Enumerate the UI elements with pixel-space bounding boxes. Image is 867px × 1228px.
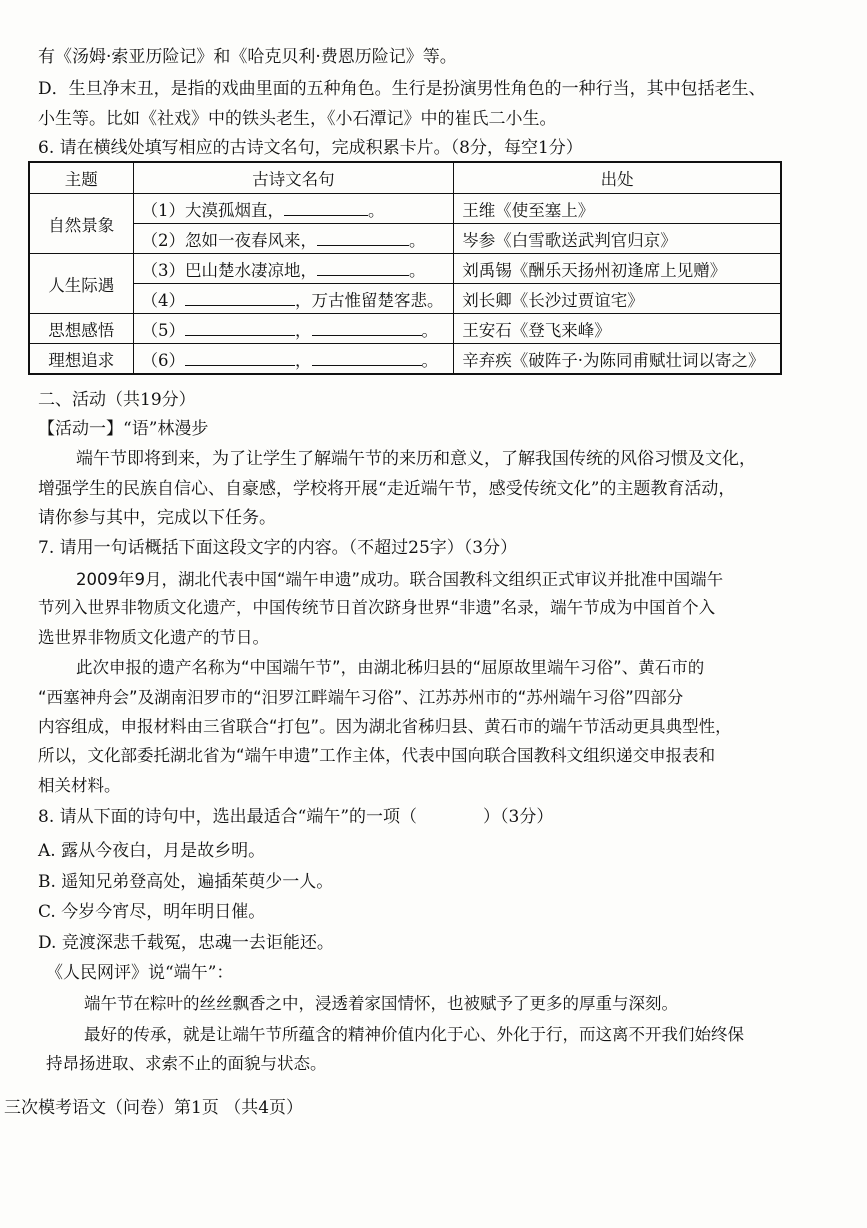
q8-prompt xyxy=(38,806,837,828)
answer-blank[interactable] xyxy=(185,349,295,366)
header-verse: 古诗文名句 xyxy=(133,162,454,194)
verse-prefix: （3）巴山楚水凄凉地， xyxy=(141,260,318,280)
q7-paragraph-2-line-1: 此次申报的遗产名称为“中国端午节”，由湖北秭归县的“屈原故里端午习俗”、黄石市的 xyxy=(76,658,705,677)
verse-separator: ， xyxy=(295,320,312,340)
q8-option-d: D. 竞渡深悲千载冤，忠魂一去讵能还。 xyxy=(38,933,334,953)
answer-blank[interactable] xyxy=(312,349,422,366)
intro-line: 有《汤姆·索亚历险记》和《哈克贝利·费恩历险记》等。 xyxy=(38,47,457,67)
verse-prefix: （5） xyxy=(141,320,186,340)
review-paragraph-2-line-2: 持昂扬进取、求索不止的面貌与状态。 xyxy=(46,1054,327,1073)
answer-blank[interactable] xyxy=(185,289,295,306)
q6-prompt: 6. 请在横线处填写相应的古诗文名句，完成积累卡片。（8分，每空1分） xyxy=(38,138,583,158)
q7-prompt: 7. 请用一句话概括下面这段文字的内容。（不超过25字）（3分） xyxy=(38,538,518,558)
page-footer: 三次模考语文（问卷）第1页 （共4页） xyxy=(4,1098,304,1118)
source-cell: 岑参《白雪歌送武判官归京》 xyxy=(454,224,781,254)
q7-paragraph-2-line-5: 相关材料。 xyxy=(38,776,121,795)
q7-paragraph-2-line-2: “西塞神舟会”及湖南汨罗市的“汨罗江畔端午习俗”、江苏苏州市的“苏州端午习俗”四部分 xyxy=(38,688,684,707)
verse-suffix: 。 xyxy=(368,200,385,220)
activity-heading: 【活动一】“语”林漫步 xyxy=(38,419,209,439)
q8-option-b: B. 遥知兄弟登高处，遍插茱萸少一人。 xyxy=(38,872,334,892)
verse-cell xyxy=(133,344,454,375)
answer-blank[interactable] xyxy=(317,229,409,246)
q7-paragraph-1-line-1: 2009年9月，湖北代表中国“端午申遗”成功。联合国教科文组织正式审议并批准中国端午 xyxy=(76,570,724,589)
q8-option-a: A. 露从今夜白，月是故乡明。 xyxy=(38,841,266,861)
verse-suffix: 。 xyxy=(409,260,426,280)
verse-suffix: ，万古惟留楚客悲。 xyxy=(295,290,444,310)
table-row xyxy=(29,254,781,284)
theme-cell: 人生际遇 xyxy=(29,254,133,314)
q8-prompt-text: 8. 请从下面的诗句中，选出最适合“端午”的一项（ xyxy=(38,807,418,827)
verse-cell xyxy=(133,254,454,284)
theme-cell: 自然景象 xyxy=(29,194,133,254)
header-theme: 主题 xyxy=(29,162,133,194)
table-header-row xyxy=(29,162,781,194)
source-cell: 辛弃疾《破阵子·为陈同甫赋壮词以寄之》 xyxy=(454,344,781,375)
answer-blank[interactable] xyxy=(284,199,368,216)
section-heading: 二、活动（共19分） xyxy=(38,390,196,410)
q8-prompt-score: ）（3分） xyxy=(483,807,554,827)
review-heading: 《人民网评》说“端午”： xyxy=(46,963,234,983)
q7-paragraph-1-line-2: 节列入世界非物质文化遗产，中国传统节日首次跻身世界“非遗”名录，端午节成为中国首个入 xyxy=(38,598,716,617)
table-row xyxy=(29,224,781,254)
verse-prefix: （1）大漠孤烟直， xyxy=(141,200,285,220)
source-cell: 王安石《登飞来峰》 xyxy=(454,314,781,344)
accumulation-card-table xyxy=(28,161,782,375)
q7-paragraph-2-line-4: 所以，文化部委托湖北省为“端午申遗”工作主体，代表中国向联合国教科文组织递交申报表和 xyxy=(38,746,716,765)
verse-cell xyxy=(133,284,454,314)
verse-prefix: （2）忽如一夜春风来， xyxy=(141,230,318,250)
verse-prefix: （6） xyxy=(141,350,186,370)
q7-paragraph-1-line-3: 选世界非物质文化遗产的节日。 xyxy=(38,628,269,647)
verse-suffix: 。 xyxy=(421,350,439,370)
verse-suffix: 。 xyxy=(409,230,426,250)
verse-cell xyxy=(133,314,454,344)
option-d-line-2: 小生等。比如《社戏》中的铁头老生，《小石潭记》中的崔氏二小生。 xyxy=(38,109,557,129)
source-cell: 刘长卿《长沙过贾谊宅》 xyxy=(454,284,781,314)
source-cell: 刘禹锡《酬乐天扬州初逢席上见赠》 xyxy=(454,254,781,284)
answer-blank[interactable] xyxy=(185,319,295,336)
option-d-line-1: D．生旦净末丑，是指的戏曲里面的五种角色。生行是扮演男性角色的一种行当，其中包括老生、 xyxy=(38,79,766,99)
answer-blank[interactable] xyxy=(317,259,409,276)
activity-desc-line-3: 请你参与其中，完成以下任务。 xyxy=(38,508,276,528)
theme-cell: 思想感悟 xyxy=(29,314,133,344)
answer-blank[interactable] xyxy=(312,319,422,336)
header-source: 出处 xyxy=(454,162,781,194)
source-cell: 王维《使至塞上》 xyxy=(454,194,781,224)
table-row xyxy=(29,194,781,224)
verse-prefix: （4） xyxy=(141,290,186,310)
review-paragraph-1: 端午节在粽叶的丝丝飘香之中，浸透着家国情怀，也被赋予了更多的厚重与深刻。 xyxy=(84,994,678,1013)
verse-separator: ， xyxy=(295,350,312,370)
activity-desc-line-2: 增强学生的民族自信心、自豪感，学校将开展“走近端午节，感受传统文化”的主题教育活动， xyxy=(38,479,736,499)
table-row xyxy=(29,284,781,314)
table-row xyxy=(29,314,781,344)
verse-cell xyxy=(133,194,454,224)
table-row xyxy=(29,344,781,375)
review-paragraph-2-line-1: 最好的传承，就是让端午节所蕴含的精神价值内化于心、外化于行，而这离不开我们始终保 xyxy=(84,1025,744,1044)
verse-cell xyxy=(133,224,454,254)
q8-option-c: C. 今岁今宵尽，明年明日催。 xyxy=(38,902,266,922)
q7-paragraph-2-line-3: 内容组成，申报材料由三省联合“打包”。因为湖北省秭归县、黄石市的端午节活动更具典型性， xyxy=(38,717,732,736)
theme-cell: 理想追求 xyxy=(29,344,133,375)
activity-desc-line-1: 端午节即将到来，为了让学生了解端午节的来历和意义，了解我国传统的风俗习惯及文化， xyxy=(76,449,756,469)
verse-suffix: 。 xyxy=(421,320,439,340)
